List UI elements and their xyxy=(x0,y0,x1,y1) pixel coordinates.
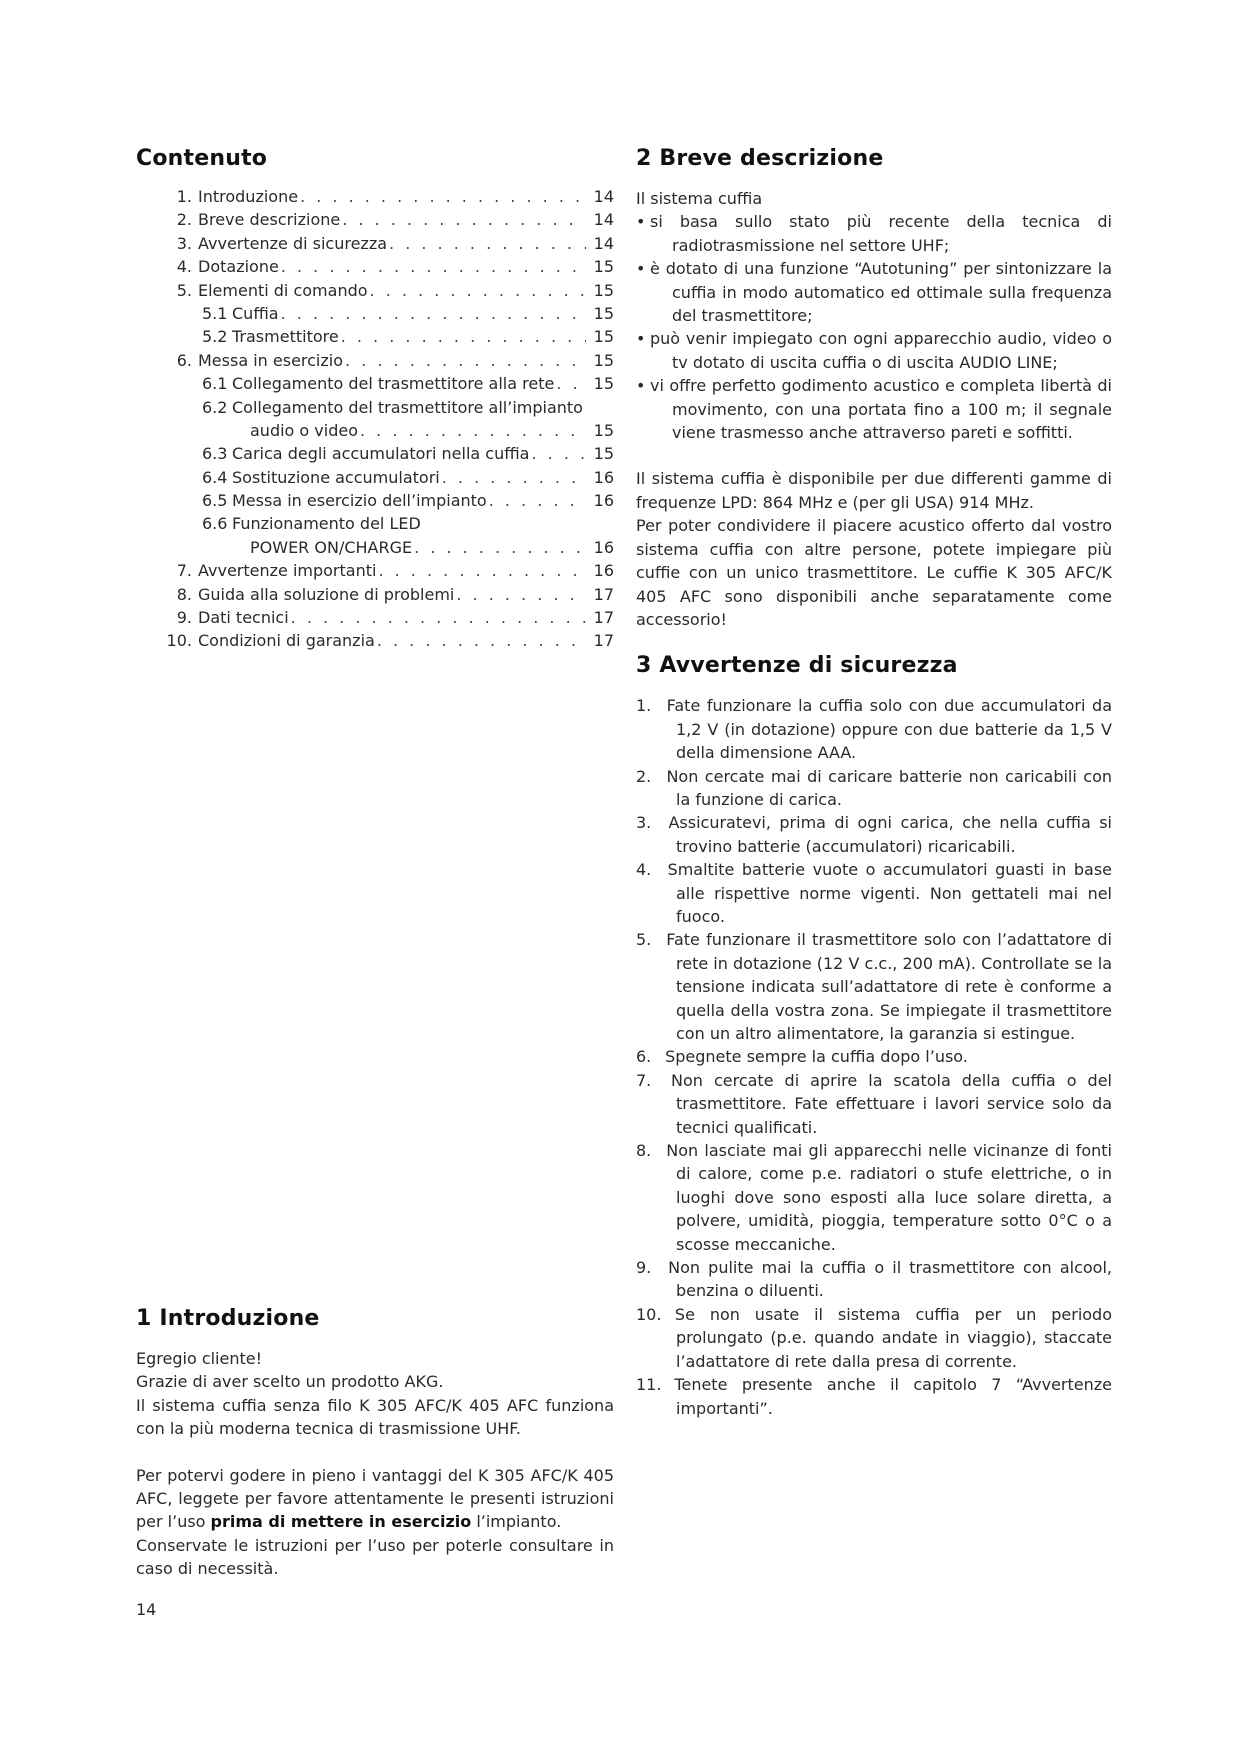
toc-entry-label: Condizioni di garanzia xyxy=(198,631,375,651)
toc-entry-label: Breve descrizione xyxy=(198,210,341,230)
toc-entry xyxy=(162,327,614,350)
toc-entry-page: 15 xyxy=(593,374,614,394)
description-bullet-text: è dotato di una funzione “Autotuning” per sintonizzare la cuffia in modo automatico ed ottimale sulla frequenza del trasmettitore; xyxy=(650,259,1112,326)
bullet-icon: • xyxy=(636,376,646,396)
toc-entry xyxy=(162,514,614,537)
toc-entry-number: 5. xyxy=(176,280,192,300)
toc-entry xyxy=(162,491,614,514)
safety-item xyxy=(636,928,1112,1045)
toc-section xyxy=(136,146,614,655)
description-bullet-list xyxy=(636,210,1112,444)
toc-entry-number: 6. xyxy=(176,350,192,370)
toc-leader-dots xyxy=(442,468,586,487)
toc-leader-dots xyxy=(341,327,586,346)
bullet-icon: • xyxy=(636,329,646,349)
safety-item-text: Fate funzionare il trasmettitore solo con l’adattatore di rete in dotazione (12 V c.c., 200 mA). Controllate se la tensione indicata sull’adattatore di rete è conforme a quella della vostra zona. Se impiegate il trasmettitore con un altro alimentatore, la garanzia si estingue. xyxy=(666,930,1112,1043)
toc-entry-page: 15 xyxy=(593,444,614,464)
toc-entry-label: Avvertenze di sicurezza xyxy=(198,233,388,253)
description-share: Per poter condividere il piacere acustico offerto dal vostro sistema cuffia con altre persone, potete impiegare più cuffie con un unico trasmettitore. Le cuffie K 305 AFC/K 405 AFC sono disponibili anche separatamente come accessorio! xyxy=(636,516,1112,629)
toc-leader-dots xyxy=(489,491,586,510)
safety-item xyxy=(636,811,1112,858)
toc-entry-page: 14 xyxy=(593,187,614,206)
toc-entry xyxy=(162,257,614,280)
toc-entry xyxy=(162,421,614,444)
intro-read-bold: prima di mettere in esercizio xyxy=(210,1512,472,1532)
toc-entry-page: 15 xyxy=(593,420,614,440)
toc-entry xyxy=(162,210,614,233)
safety-item-number: 10. xyxy=(636,1304,662,1324)
toc-entry xyxy=(162,281,614,304)
toc-entry-number: 10. xyxy=(166,631,192,651)
toc-entry-label: POWER ON/CHARGE xyxy=(250,537,413,557)
toc-entry-label: audio o video xyxy=(250,420,358,440)
safety-item xyxy=(636,1139,1112,1256)
toc-entry-page: 14 xyxy=(593,233,614,253)
toc-leader-dots xyxy=(378,561,586,580)
toc-entry-number: 6.6 xyxy=(202,514,228,534)
description-bullet-text: vi offre perfetto godimento acustico e completa libertà di movimento, con una portata fino a 100 m; il segnale viene trasmesso anche attraverso pareti e soffitti. xyxy=(650,376,1112,443)
toc-leader-dots xyxy=(389,234,586,253)
toc-entry-number: 6.2 xyxy=(202,397,228,417)
toc-entry-label: Dati tecnici xyxy=(198,608,289,628)
toc-entry-page: 15 xyxy=(593,350,614,370)
toc-entry-page: 16 xyxy=(593,467,614,487)
toc-entry-label: Dotazione xyxy=(198,257,279,277)
toc-title: Contenuto xyxy=(136,146,268,171)
toc-entry-number: 6.4 xyxy=(202,467,228,487)
toc-entry-page: 16 xyxy=(593,537,614,557)
toc-entry-number: 8. xyxy=(176,584,192,604)
toc-entry-number: 2. xyxy=(176,210,192,230)
toc-entry-label: Funzionamento del LED xyxy=(232,514,421,534)
toc-leader-dots xyxy=(456,585,586,604)
safety-item-number: 3. xyxy=(636,813,652,833)
safety-item xyxy=(636,1373,1112,1420)
toc-entry-page: 14 xyxy=(593,210,614,230)
toc-entry-label: Introduzione xyxy=(198,187,299,206)
safety-item-number: 4. xyxy=(636,860,652,880)
toc-entry-page: 17 xyxy=(593,608,614,628)
safety-item-text: Se non usate il sistema cuffia per un periodo prolungato (p.e. quando andate in viaggio), staccate l’adattatore di rete dalla presa di corrente. xyxy=(674,1304,1113,1371)
toc-entry-number: 3. xyxy=(176,233,192,253)
intro-system: Il sistema cuffia senza filo K 305 AFC/K 405 AFC funziona con la più moderna tecnica di trasmissione UHF. xyxy=(136,1395,614,1439)
toc-entry xyxy=(162,468,614,491)
toc-entry-page: 15 xyxy=(593,303,614,323)
safety-item-text: Non cercate di aprire la scatola della cuffia o del trasmettitore. Fate effettuare i lavori service solo da tecnici qualificati. xyxy=(671,1070,1112,1137)
safety-item-text: Smaltite batterie vuote o accumulatori guasti in base alle rispettive norme vigenti. Non gettateli mai nel fuoco. xyxy=(667,860,1113,926)
toc-entry xyxy=(162,444,614,467)
safety-item-number: 5. xyxy=(636,930,652,950)
toc-entry-label: Carica degli accumulatori nella cuffia xyxy=(232,444,530,464)
toc-entry xyxy=(162,398,614,421)
safety-item-number: 9. xyxy=(636,1258,652,1278)
toc-entry-number: 7. xyxy=(176,561,192,581)
toc-entry xyxy=(162,351,614,374)
safety-item xyxy=(636,858,1112,928)
toc-leader-dots xyxy=(414,538,586,557)
safety-item-number: 6. xyxy=(636,1047,652,1067)
safety-item xyxy=(636,1045,1112,1068)
safety-item xyxy=(636,694,1112,764)
safety-item-number: 2. xyxy=(636,766,652,786)
toc-leader-dots xyxy=(281,257,586,276)
description-bullet xyxy=(636,327,1112,374)
toc-entry xyxy=(162,187,614,210)
safety-item xyxy=(636,1303,1112,1373)
page-number: 14 xyxy=(136,1600,157,1619)
toc-leader-dots xyxy=(300,187,586,206)
toc-entry xyxy=(162,585,614,608)
toc-entry-page: 15 xyxy=(593,327,614,347)
description-lead: Il sistema cuffia xyxy=(636,189,763,208)
toc-entry-number: 1. xyxy=(176,187,192,206)
toc-leader-dots xyxy=(291,608,586,627)
description-bullet xyxy=(636,210,1112,257)
toc-entry-number: 6.3 xyxy=(202,444,228,464)
safety-item-text: Assicuratevi, prima di ogni carica, che nella cuffia si trovino batterie (accumulatori) ricaricabili. xyxy=(668,813,1112,856)
toc-entry-label: Trasmettitore xyxy=(232,327,339,347)
toc-entry-label: Sostituzione accumulatori xyxy=(232,467,440,487)
description-title: 2 Breve descrizione xyxy=(636,146,884,171)
description-bullet-text: si basa sullo stato più recente della tecnica di radiotrasmissione nel settore UHF; xyxy=(650,212,1112,255)
intro-title: 1 Introduzione xyxy=(136,1306,320,1331)
toc-entry-label: Cuffia xyxy=(232,303,279,323)
description-bullet xyxy=(636,374,1112,444)
description-frequencies: Il sistema cuffia è disponibile per due differenti gamme di frequenze LPD: 864 MHz e (per gli USA) 914 MHz. xyxy=(636,469,1112,512)
toc-entry xyxy=(162,538,614,561)
toc-entry xyxy=(162,608,614,631)
toc-entry-number: 9. xyxy=(176,608,192,628)
intro-greeting: Egregio cliente! xyxy=(136,1349,263,1368)
safety-item-number: 7. xyxy=(636,1070,652,1090)
safety-title: 3 Avvertenze di sicurezza xyxy=(636,653,958,679)
toc-entry-label: Messa in esercizio dell’impianto xyxy=(232,491,487,511)
description-section xyxy=(636,146,1112,1420)
toc-entry-label: Avvertenze importanti xyxy=(198,561,377,581)
bullet-icon: • xyxy=(636,212,646,232)
intro-read-instructions xyxy=(136,1464,614,1534)
toc-entry-number: 5.1 xyxy=(202,303,228,323)
safety-item-text: Fate funzionare la cuffia solo con due accumulatori da 1,2 V (in dotazione) oppure con due batterie da 1,5 V della dimensione AAA. xyxy=(666,696,1113,763)
toc-leader-dots xyxy=(370,281,586,300)
safety-item-number: 8. xyxy=(636,1141,652,1161)
safety-item xyxy=(636,1069,1112,1139)
safety-item-number: 1. xyxy=(636,696,652,716)
toc-leader-dots xyxy=(281,304,586,323)
safety-item-number: 11. xyxy=(636,1375,662,1395)
toc-list xyxy=(136,187,614,655)
safety-item xyxy=(636,765,1112,812)
toc-entry-page: 17 xyxy=(593,584,614,604)
description-bullet xyxy=(636,257,1112,327)
toc-entry-page: 15 xyxy=(593,280,614,300)
toc-entry-page: 16 xyxy=(593,561,614,581)
toc-leader-dots xyxy=(360,421,586,440)
intro-keep-instructions: Conservate le istruzioni per l’uso per poterle consultare in caso di necessità. xyxy=(136,1535,614,1579)
toc-entry-label: Elementi di comando xyxy=(198,280,368,300)
safety-item-text: Spegnete sempre la cuffia dopo l’uso. xyxy=(665,1047,968,1067)
bullet-icon: • xyxy=(636,259,646,279)
toc-leader-dots xyxy=(556,374,586,393)
toc-entry-number: 6.5 xyxy=(202,491,228,511)
toc-entry-label: Messa in esercizio xyxy=(198,350,344,370)
toc-entry-number: 4. xyxy=(176,257,192,277)
toc-entry xyxy=(162,374,614,397)
safety-item-text: Non cercate mai di caricare batterie non caricabili con la funzione di carica. xyxy=(666,766,1112,809)
toc-entry-page: 17 xyxy=(593,631,614,651)
toc-leader-dots xyxy=(342,210,586,229)
toc-entry-label: Guida alla soluzione di problemi xyxy=(198,584,455,604)
toc-entry xyxy=(162,561,614,584)
toc-entry-number: 5.2 xyxy=(202,327,228,347)
intro-section xyxy=(136,1306,614,1581)
intro-read-tail: l’impianto. xyxy=(471,1512,562,1532)
description-bullet-text: può venir impiegato con ogni apparecchio audio, video o tv dotato di uscita cuffia o di uscita AUDIO LINE; xyxy=(650,329,1112,372)
toc-leader-dots xyxy=(531,444,586,463)
toc-leader-dots xyxy=(345,351,586,370)
toc-entry-label: Collegamento del trasmettitore alla rete xyxy=(232,374,555,394)
toc-entry-label: Collegamento del trasmettitore all’impianto xyxy=(232,397,583,417)
toc-entry-page: 15 xyxy=(593,257,614,277)
toc-entry xyxy=(162,234,614,257)
toc-leader-dots xyxy=(377,631,586,650)
toc-entry-page: 16 xyxy=(593,491,614,511)
toc-entry-number: 6.1 xyxy=(202,374,228,394)
intro-read-text: Per potervi godere in pieno i vantaggi del K 305 AFC/K 405 AFC, leggete per favore attentamente le presenti istruzioni per l’uso xyxy=(136,1465,614,1532)
safety-list xyxy=(636,694,1112,1420)
safety-item-text: Tenete presente anche il capitolo 7 “Avvertenze importanti”. xyxy=(674,1375,1112,1418)
toc-entry xyxy=(162,304,614,327)
intro-thanks: Grazie di aver scelto un prodotto AKG. xyxy=(136,1372,444,1392)
safety-item xyxy=(636,1256,1112,1303)
toc-entry xyxy=(162,631,614,654)
safety-item-text: Non pulite mai la cuffia o il trasmettitore con alcool, benzina o diluenti. xyxy=(668,1258,1112,1301)
safety-item-text: Non lasciate mai gli apparecchi nelle vicinanze di fonti di calore, come p.e. radiatori o stufe elettriche, o in luoghi dove sono esposti alla luce solare diretta, a polvere, umidità, pioggia, temperature sotto 0°C o a scosse meccaniche. xyxy=(666,1141,1112,1254)
